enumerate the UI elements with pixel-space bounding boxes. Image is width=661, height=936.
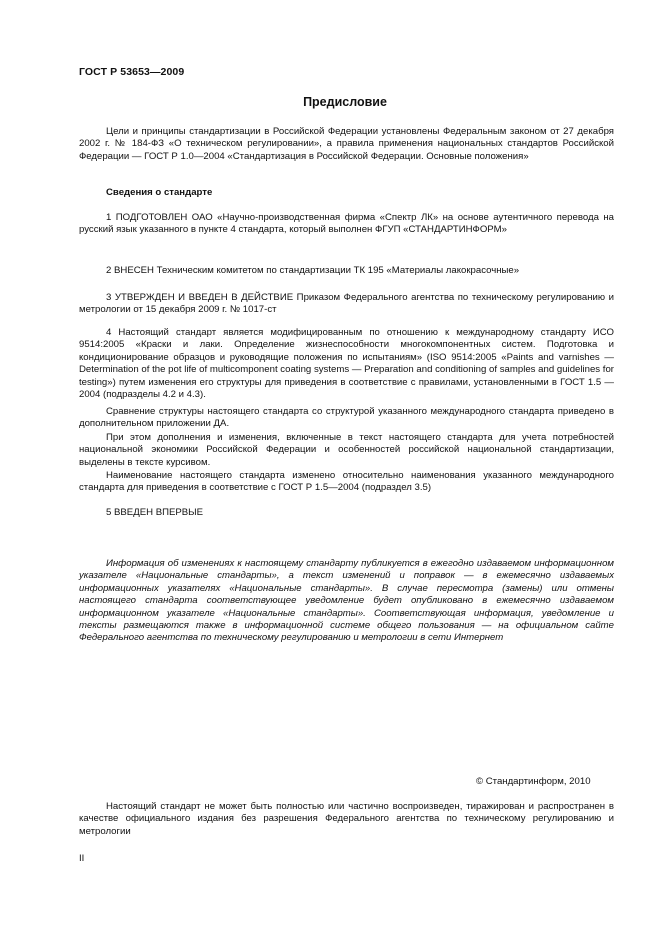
section-heading: Сведения о стандарте — [106, 187, 213, 198]
page-title: Предисловие — [303, 95, 387, 109]
page-number: II — [79, 853, 85, 864]
item-4-title-change: Наименование настоящего стандарта изменено относительно наименования указанного международного стандарта для приведения в соответствие с ГОСТ Р 1.5—2004 (подраздел 3.5) — [79, 470, 614, 494]
intro-paragraph: Цели и принципы стандартизации в Российской Федерации установлены Федеральным законом от 27 декабря 2002 г. № 184-ФЗ «О техническом регулировании», а правила применения национальных стандартов Российской Федерации — ГОСТ Р 1.0—2004 «Стандартизация в Российской Федерации. Основные положения» — [79, 126, 614, 162]
item-1: 1 ПОДГОТОВЛЕН ОАО «Научно-производственная фирма «Спектр ЛК» на основе аутентичного перевода на русский язык указанного в пункте 4 стандарта, который выполнен ФГУП «СТАНДАРТИНФОРМ» — [79, 212, 614, 236]
item-3: 3 УТВЕРЖДЕН И ВВЕДЕН В ДЕЙСТВИЕ Приказом Федерального агентства по техническому регулированию и метрологии от 15 декабря 2009 г. № 1017-ст — [79, 292, 614, 316]
reproduction-notice: Настоящий стандарт не может быть полностью или частично воспроизведен, тиражирован и распространен в качестве официального издания без разрешения Федерального агентства по техническому регулированию и метрологии — [79, 801, 614, 837]
item-2: 2 ВНЕСЕН Техническим комитетом по стандартизации ТК 195 «Материалы лакокрасочные» — [106, 265, 520, 276]
standard-id: ГОСТ Р 53653—2009 — [79, 66, 185, 78]
item-4-additions: При этом дополнения и изменения, включенные в текст настоящего стандарта для учета потребностей национальной экономики Российской Федерации и особенностей российской национальной стандартизации, выделены в тексте курсивом. — [79, 432, 614, 468]
item-5: 5 ВВЕДЕН ВПЕРВЫЕ — [106, 507, 204, 518]
item-4: 4 Настоящий стандарт является модифицированным по отношению к международному стандарту ИСО 9514:2005 «Краски и лаки. Определение жизнеспособности многокомпонентных систем. Подготовка и кондиционирование образцов и руководящие положения по испытаниям» (ISO 9514:2005 «Paints and varnishes — Determination of the pot life of multicomponent coating systems — Preparation and conditioning of samples and guidelines for testing») путем изменения его структуры для приведения в соответствие с правилами, установленными в ГОСТ 1.5 — 2004 (подразделы 4.2 и 4.3). — [79, 327, 614, 401]
info-notice: Информация об изменениях к настоящему стандарту публикуется в ежегодно издаваемом информационном указателе «Национальные стандарты», а текст изменений и поправок — в ежемесячно издаваемых информационных указателях «Национальные стандарты». В случае пересмотра (замены) или отмены настоящего стандарта соответствующее уведомление будет опубликовано в ежемесячно издаваемом информационном указателе «Национальные стандарты». Соответствующая информация, уведомление и тексты размещаются также в информационной системе общего пользования — на официальном сайте Федерального агентства по техническому регулированию и метрологии в сети Интернет — [79, 558, 614, 644]
item-4-comparison: Сравнение структуры настоящего стандарта со структурой указанного международного стандарта приведено в дополнительном приложении ДА. — [79, 406, 614, 430]
copyright: © Стандартинформ, 2010 — [476, 776, 591, 787]
